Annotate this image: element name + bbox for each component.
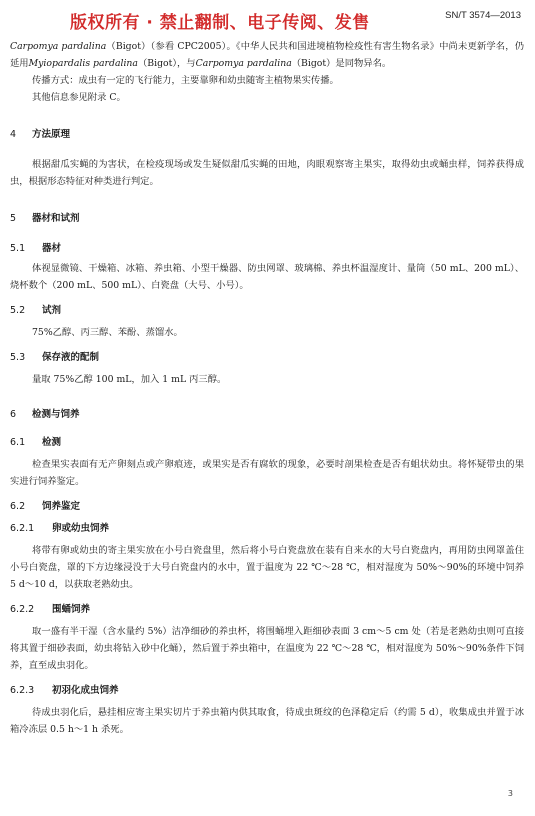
section-5-heading: 5 器材和试剂 (10, 213, 80, 224)
watermark-banner: 版权所有 · 禁止翻制、电子传阅、发售 (70, 13, 370, 33)
section-6-2-1-text: 将带有卵或幼虫的寄主果实放在小号白瓷盘里，然后将小号白瓷盘放在装有自来水的大号白瓷盘内，再用防虫网罩盖住小号白瓷盘，罩的下方边缘浸没于大号白瓷盘内的水中，置于温度为 22 ℃～28 ℃，相对湿度为 50%～90%的环境中饲养 5 d～10 d，以获取老熟幼虫。 (10, 545, 524, 590)
section-5-1-text: 体视显微镜、干燥箱、冰箱、养虫箱、小型干燥器、防虫网罩、玻璃棉、养虫杯温湿度计、量筒（50 mL、200 mL）、烧杯数个（200 mL、500 mL）、白瓷盘（大号、小号）。 (10, 263, 524, 291)
section-6-2-3-heading: 6.2.3 初羽化成虫饲养 (10, 685, 119, 696)
section-5-2-text: 75%乙醇、丙三醇、苯酚、蒸馏水。 (32, 327, 183, 338)
section-4-text: 根据甜瓜实蝇的为害状，在检疫现场或发生疑似甜瓜实蝇的田地，肉眼观察寄主果实，取得幼虫或蛹虫样，饲养获得成虫，根据形态特征对种类进行判定。 (10, 159, 524, 187)
section-4-heading: 4 方法原理 (10, 129, 71, 140)
section-6-1-text: 检查果实表面有无产卵刻点或产卵痕迹，或果实是否有腐软的现象，必要时剖果检查是否有蛆状幼虫。将怀疑带虫的果实进行饲养鉴定。 (10, 459, 524, 487)
document-body (10, 38, 524, 738)
other-info-paragraph: 其他信息参见附录 C。 (32, 92, 126, 103)
section-5-2-heading: 5.2 试剂 (10, 305, 62, 316)
intro-paragraph: Carpomya pardalina（Bigot）（参看 CPC2005）。《中华人民共和国进境植物检疫性有害生物名录》中尚未更新学名，仍延用Myiopardalis pardalina（Bigot），与Carpomya pardalina（Bigot）是同物异名。 (10, 41, 524, 69)
section-6-1-heading: 6.1 检测 (10, 437, 62, 448)
section-6-2-2-heading: 6.2.2 围蛹饲养 (10, 604, 91, 615)
section-6-heading: 6 检测与饲养 (10, 409, 80, 420)
section-6-2-heading: 6.2 饲养鉴定 (10, 501, 81, 512)
transmission-paragraph: 传播方式：成虫有一定的飞行能力，主要靠卵和幼虫随寄主植物果实传播。 (32, 75, 339, 86)
page-number: 3 (507, 789, 513, 798)
section-5-1-heading: 5.1 器材 (10, 243, 62, 254)
section-5-3-text: 量取 75%乙醇 100 mL，加入 1 mL 丙三醇。 (32, 374, 227, 385)
section-6-2-2-text: 取一盛有半干湿（含水量约 5%）洁净细砂的养虫杯，将围蛹埋入距细砂表面 3 cm～5 cm 处（若是老熟幼虫则可直接将其置于细砂表面，幼虫将钻入砂中化蛹），然后置于养虫箱中，在温度为 22 ℃～28 ℃，相对湿度为 50%～90%条件下饲养，直至成虫羽化。 (10, 626, 524, 671)
section-5-3-heading: 5.3 保存液的配制 (10, 352, 100, 363)
section-6-2-1-heading: 6.2.1 卵或幼虫饲养 (10, 523, 110, 534)
standard-code: SN/T 3574—2013 (445, 10, 521, 21)
section-6-2-3-text: 待成虫羽化后，悬挂相应寄主果实切片于养虫箱内供其取食，待成虫斑纹的色泽稳定后（约需 5 d），收集成虫并置于冰箱冷冻层 0.5 h～1 h 杀死。 (10, 707, 524, 735)
